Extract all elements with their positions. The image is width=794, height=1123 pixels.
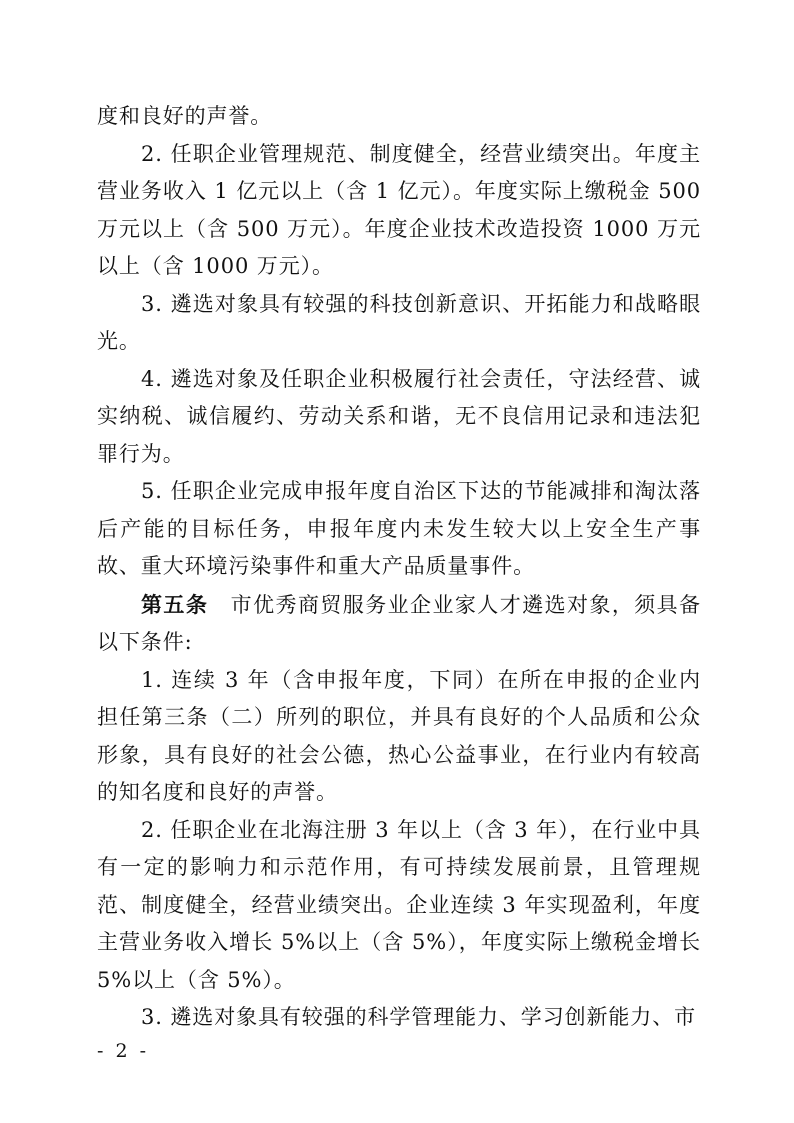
paragraph-item-2: 2. 任职企业管理规范、制度健全，经营业绩突出。年度主营业务收入 1 亿元以上（含 1 亿元）。年度实际上缴税金 500 万元以上（含 500 万元）。年度企业技术改造投资 1000 万元以上（含 1000 万元）。 — [97, 141, 701, 278]
article-five-heading — [97, 586, 701, 662]
document-body — [97, 98, 701, 1037]
article-five-text: 市优秀商贸服务业企业家人才遴选对象，须具备以下条件: — [97, 592, 701, 654]
paragraph-item-3: 3. 遴选对象具有较强的科技创新意识、开拓能力和战略眼光。 — [97, 291, 701, 353]
page-number: - 2 - — [97, 1040, 150, 1062]
paragraph-continuation: 度和良好的声誉。 — [97, 104, 273, 128]
article-five-label: 第五条 — [141, 591, 209, 617]
article-five-item-3: 3. 遴选对象具有较强的科学管理能力、学习创新能力、市 — [141, 1005, 697, 1029]
article-five-item-2: 2. 任职企业在北海注册 3 年以上（含 3 年），在行业中具有一定的影响力和示范作用，有可持续发展前景，且管理规范、制度健全，经营业绩突出。企业连续 3 年实现盈利，年度主营业务收入增长 5%以上（含 5%），年度实际上缴税金增长 5%以上（含 5%）。 — [97, 817, 701, 992]
paragraph-item-5: 5. 任职企业完成申报年度自治区下达的节能减排和淘汰落后产能的目标任务，申报年度内未发生较大以上安全生产事故、重大环境污染事件和重大产品质量事件。 — [97, 479, 701, 578]
paragraph-item-4: 4. 遴选对象及任职企业积极履行社会责任，守法经营、诚实纳税、诚信履约、劳动关系和谐，无不良信用记录和违法犯罪行为。 — [97, 366, 701, 466]
article-five-item-1: 1. 连续 3 年（含申报年度，下同）在所在申报的企业内担任第三条（二）所列的职位，并具有良好的个人品质和公众形象，具有良好的社会公德，热心公益事业，在行业内有较高的知名度和良好的声誉。 — [97, 667, 701, 804]
